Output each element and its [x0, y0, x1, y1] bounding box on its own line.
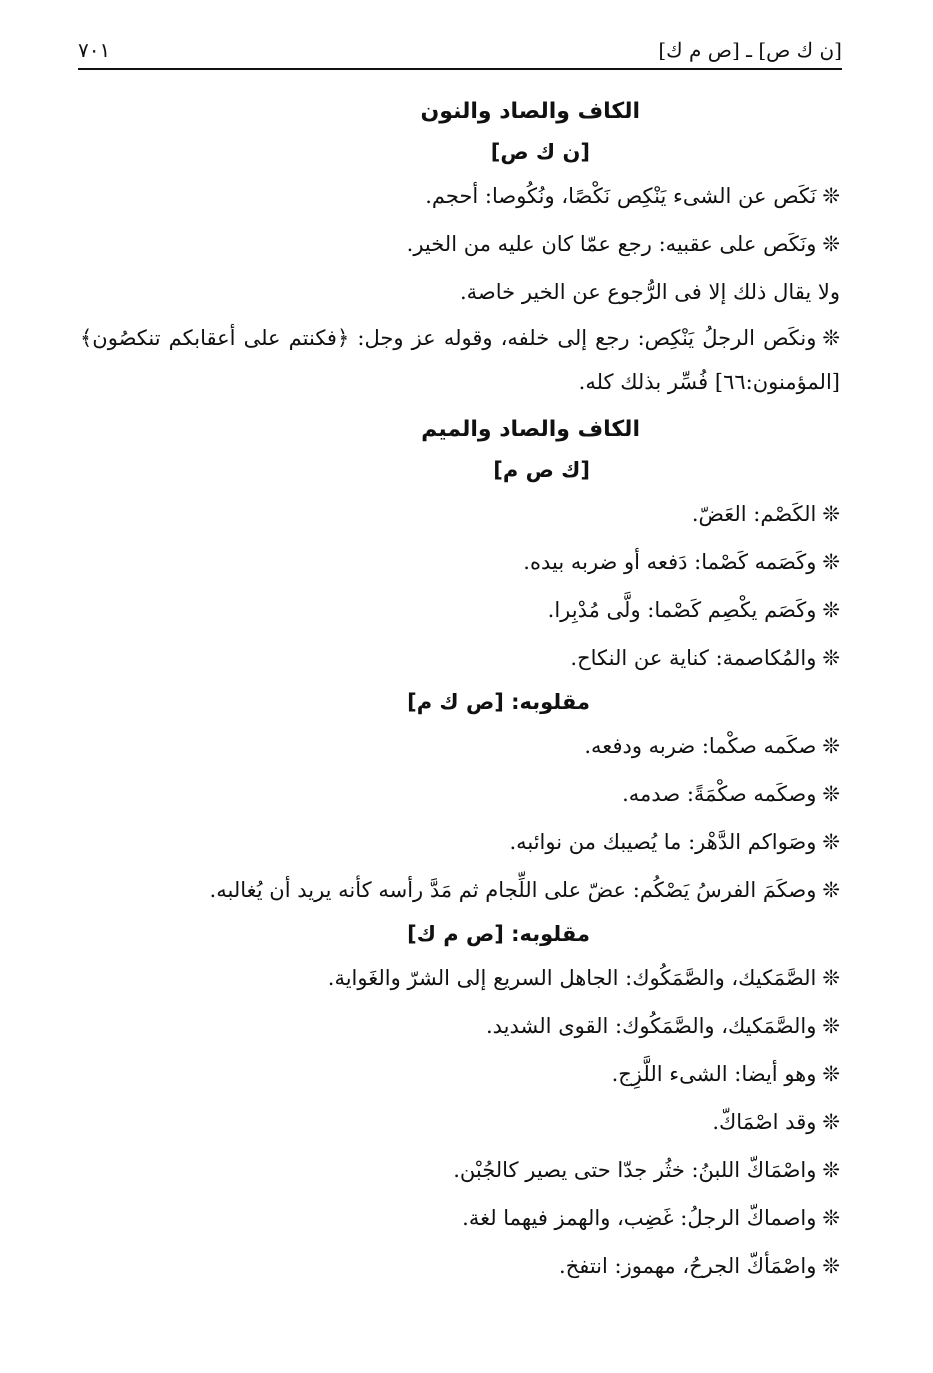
star-icon: ❊	[822, 646, 840, 670]
running-header	[78, 36, 842, 70]
star-icon: ❊	[822, 326, 840, 350]
star-icon: ❊	[822, 1158, 840, 1182]
page-number: ٧٠١	[78, 38, 111, 62]
star-icon: ❊	[822, 1062, 840, 1086]
entry: ❊ونَكَص على عقبيه: رجع عمّا كان عليه من الخير.	[406, 232, 840, 256]
entry: ❊وكَصَمه كَصْما: دَفعه أو ضربه بيده.	[523, 550, 840, 574]
star-icon: ❊	[822, 966, 840, 990]
entry: ❊وقد اصْمَاكّ.	[712, 1110, 840, 1134]
star-icon: ❊	[822, 830, 840, 854]
entry: ❊والمُكاصمة: كناية عن النكاح.	[570, 646, 840, 670]
entry: ❊صكَمه صكْما: ضربه ودفعه.	[584, 734, 840, 758]
entry: ❊والصَّمَكيك، والصَّمَكُوك: القوى الشديد.	[485, 1014, 840, 1038]
star-icon: ❊	[822, 734, 840, 758]
star-icon: ❊	[822, 232, 840, 256]
root-heading-nks: [ن ك ص]	[490, 140, 590, 164]
star-icon: ❊	[822, 502, 840, 526]
entry: ❊وصكَمه صكْمَةً: صدمه.	[622, 782, 840, 806]
star-icon: ❊	[822, 550, 840, 574]
star-icon: ❊	[822, 1014, 840, 1038]
root-heading-skm: مقلوبه: [ص ك م]	[407, 690, 590, 714]
section-title-ksm: الكاف والصاد والميم	[421, 417, 640, 442]
entry: ❊الصَّمَكيك، والصَّمَكُوك: الجاهل السريع إلى الشرّ والغَواية.	[327, 966, 840, 990]
entry: ولا يقال ذلك إلا فى الرُّجوع عن الخير خاصة.	[460, 280, 840, 304]
entry: ❊وكَصَم يكْصِم كَصْما: ولَّى مُدْبِرا.	[547, 598, 840, 622]
entry: ❊نَكَص عن الشىء يَنْكِص نَكْصًا، ونُكُوصا: أحجم.	[425, 184, 840, 208]
entry: ❊الكَصْم: العَضّ.	[691, 502, 840, 526]
star-icon: ❊	[822, 1110, 840, 1134]
entry: ❊وهو أيضا: الشىء اللَّزِج.	[611, 1062, 840, 1086]
section-title-nks: الكاف والصاد والنون	[420, 99, 640, 124]
root-heading-smk: مقلوبه: [ص م ك]	[407, 922, 590, 946]
star-icon: ❊	[822, 598, 840, 622]
star-icon: ❊	[822, 878, 840, 902]
entry: ❊واصْمَاكّ اللبنُ: خثُر جدّا حتى يصير كالجُبْن.	[453, 1158, 840, 1182]
running-title: [ن ك ص] ـ [ص م ك]	[658, 38, 842, 62]
entry: ❊واصْمَأكّ الجرحُ، مهموز: انتفخ.	[558, 1254, 840, 1278]
entry: ❊وصكَمَ الفرسُ يَصْكُم: عضّ على اللِّجام ثم مَدَّ رأسه كأنه يريد أن يُغالبه.	[209, 878, 840, 902]
root-heading-ksm: [ك ص م]	[493, 458, 590, 482]
star-icon: ❊	[822, 782, 840, 806]
entry: ❊وصَواكم الدَّهْر: ما يُصيبك من نوائبه.	[509, 830, 840, 854]
star-icon: ❊	[822, 184, 840, 208]
entry: ❊ونكَص الرجلُ يَنْكِص: رجع إلى خلفه، وقوله عز وجل: ﴿فكنتم على أعقابكم تنكصُون﴾ [المؤمنون:٦٦] فُسِّر بذلك كله.	[80, 326, 840, 394]
star-icon: ❊	[822, 1206, 840, 1230]
star-icon: ❊	[822, 1254, 840, 1278]
entry: ❊واصماكّ الرجلُ: غَضِب، والهمز فيهما لغة.	[462, 1206, 840, 1230]
page-content	[80, 92, 840, 1290]
